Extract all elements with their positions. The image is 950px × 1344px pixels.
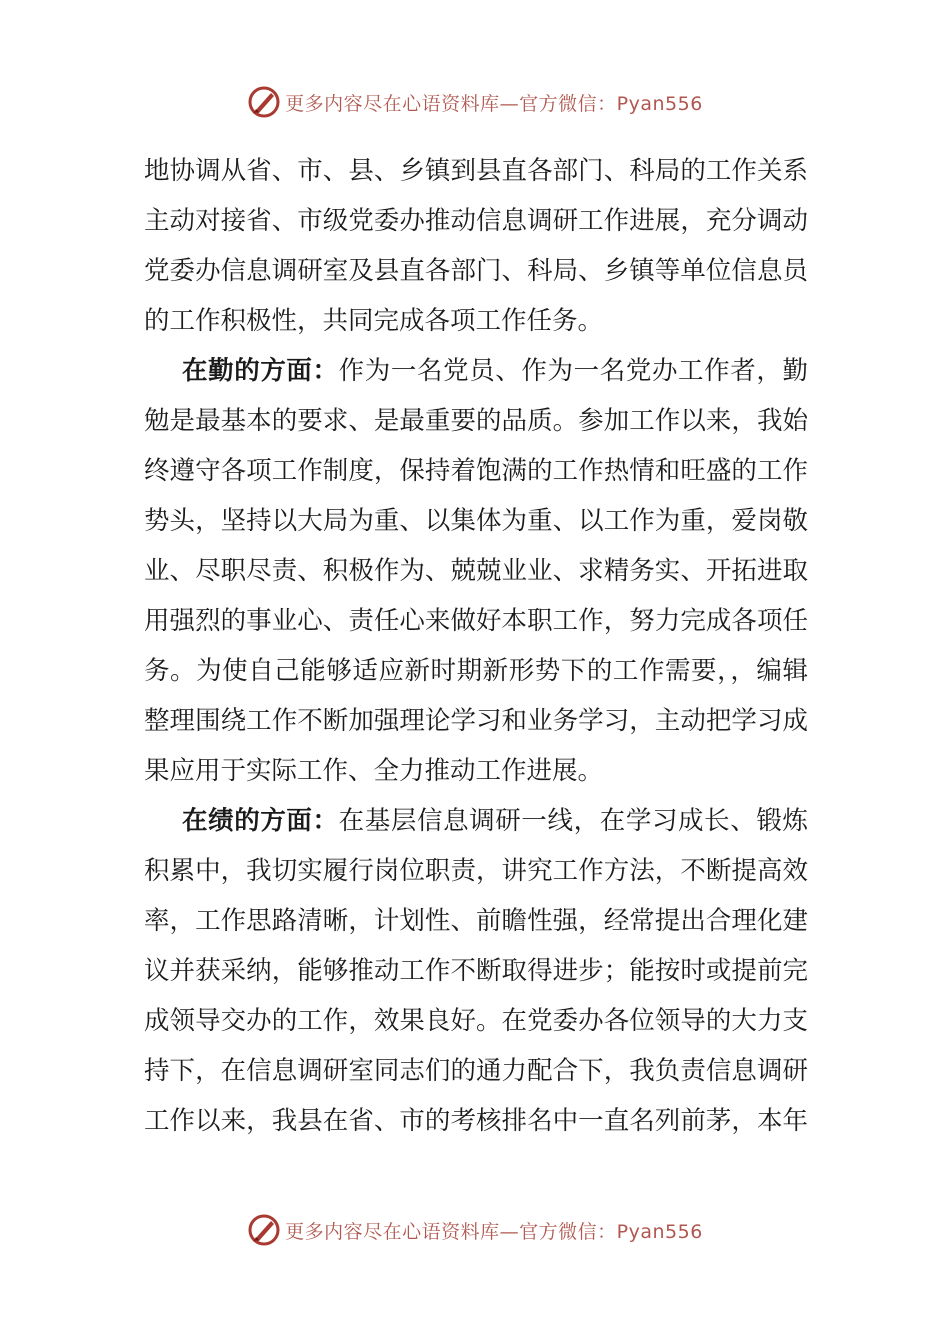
text-span: 作为一名党员、作为一名党办工作者，勤 bbox=[338, 356, 808, 386]
paragraph-first-line bbox=[144, 346, 808, 396]
text-line: 率，工作思路清晰，计划性、前瞻性强，经常提出合理化建 bbox=[144, 906, 808, 936]
text-line: 积累中，我切实履行岗位职责，讲究工作方法，不断提高效 bbox=[144, 856, 808, 886]
text-line: 用强烈的事业心、责任心来做好本职工作，努力完成各项任 bbox=[144, 606, 808, 636]
text-line: 终遵守各项工作制度，保持着饱满的工作热情和旺盛的工作 bbox=[144, 456, 808, 486]
header-banner bbox=[0, 80, 950, 124]
footer-wechat-id: Pyan556 bbox=[616, 1220, 703, 1243]
text-line: 果应用于实际工作、全力推动工作进展。 bbox=[144, 756, 604, 786]
text-line: 议并获采纳，能够推动工作不断取得进步；能按时或提前完 bbox=[144, 956, 808, 986]
footer-brand-text: 更多内容尽在心语资料库—官方微信：Pyan556 bbox=[285, 1220, 703, 1243]
header-wechat-id: Pyan556 bbox=[616, 92, 703, 115]
pen-logo-icon bbox=[247, 1213, 281, 1247]
text-line: 整理围绕工作不断加强理论学习和业务学习，主动把学习成 bbox=[144, 706, 808, 736]
text-line: 党委办信息调研室及县直各部门、科局、乡镇等单位信息员 bbox=[144, 256, 808, 286]
text-line: 地协调从省、市、县、乡镇到县直各部门、科局的工作关系 bbox=[144, 156, 808, 186]
text-line: 的工作积极性，共同完成各项工作任务。 bbox=[144, 306, 604, 336]
section-heading-diligence: 在勤的方面： bbox=[182, 356, 339, 386]
header-brand-text: 更多内容尽在心语资料库—官方微信：Pyan556 bbox=[285, 92, 703, 115]
text-span: 在基层信息调研一线，在学习成长、锻炼 bbox=[338, 806, 808, 836]
pen-logo-icon bbox=[247, 85, 281, 119]
text-line: 勉是最基本的要求、是最重要的品质。参加工作以来，我始 bbox=[144, 406, 808, 436]
paragraph-first-line bbox=[144, 796, 808, 846]
text-line: 持下，在信息调研室同志们的通力配合下，我负责信息调研 bbox=[144, 1056, 808, 1086]
text-line: 势头，坚持以大局为重、以集体为重、以工作为重，爱岗敬 bbox=[144, 506, 808, 536]
text-line: 业、尽职尽责、积极作为、兢兢业业、求精务实、开拓进取 bbox=[144, 556, 808, 586]
text-line: 成领导交办的工作，效果良好。在党委办各位领导的大力支 bbox=[144, 1006, 808, 1036]
text-line: 工作以来，我县在省、市的考核排名中一直名列前茅，本年 bbox=[144, 1106, 808, 1136]
text-line: 务。为使自己能够适应新时期新形势下的工作需要，，编辑 bbox=[144, 656, 808, 686]
footer-banner bbox=[0, 1208, 950, 1252]
text-line: 主动对接省、市级党委办推动信息调研工作进展，充分调动 bbox=[144, 206, 808, 236]
document-body bbox=[144, 146, 808, 1146]
section-heading-performance: 在绩的方面： bbox=[182, 806, 339, 836]
